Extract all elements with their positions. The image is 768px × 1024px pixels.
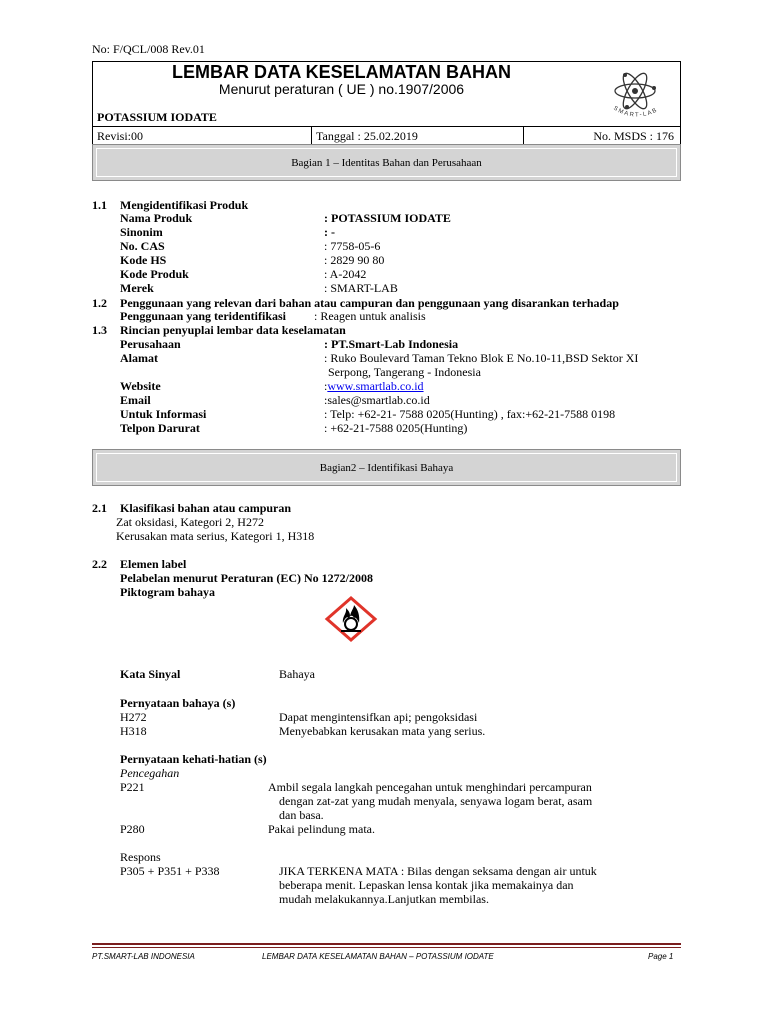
date: Tanggal : 25.02.2019 xyxy=(316,129,418,143)
revision-row xyxy=(93,126,680,146)
website-link[interactable]: www.smartlab.co.id xyxy=(327,379,424,393)
website-value: :www.smartlab.co.id xyxy=(324,379,424,393)
section-2-2-title: Elemen label xyxy=(120,557,187,571)
address-line-2: Serpong, Tangerang - Indonesia xyxy=(328,365,481,379)
field-value: : 7758-05-6 xyxy=(324,239,381,253)
signal-word-value: Bahaya xyxy=(279,667,315,681)
p221-text-line-2: dengan zat-zat yang mudah menyala, senyawa logam berat, asam xyxy=(279,794,593,808)
section-2-title: Bagian2 – Identifikasi Bahaya xyxy=(96,453,677,482)
section-2-1-number: 2.1 xyxy=(92,501,107,515)
document-subtitle: Menurut peraturan ( UE ) no.1907/2006 xyxy=(218,81,465,97)
p280-text: Pakai pelindung mata. xyxy=(268,822,375,836)
classification-line: Kerusakan mata serius, Kategori 1, H318 xyxy=(116,529,315,543)
email-value: :sales@smartlab.co.id xyxy=(324,393,430,407)
company-label: Perusahaan xyxy=(120,337,181,351)
identified-use-value: : Reagen untuk analisis xyxy=(314,309,426,323)
company-value: : PT.Smart-Lab Indonesia xyxy=(324,337,459,351)
field-label: No. CAS xyxy=(120,239,165,253)
labelling-regulation: Pelabelan menurut Peraturan (EC) No 1272/2008 xyxy=(120,571,373,585)
field-value: : POTASSIUM IODATE xyxy=(324,211,451,225)
prevention-label: Pencegahan xyxy=(120,766,180,780)
header-box xyxy=(92,61,681,147)
section-1-title: Bagian 1 – Identitas Bahan dan Perusahaan xyxy=(96,148,677,177)
section-1-3-title: Rincian penyuplai lembar data keselamatan xyxy=(120,323,346,337)
signal-word-label: Kata Sinyal xyxy=(120,667,181,681)
field-value: : SMART-LAB xyxy=(324,281,398,295)
field-label: Sinonim xyxy=(120,225,163,239)
product-name-title: POTASSIUM IODATE xyxy=(97,110,217,124)
section-2-header xyxy=(92,449,681,486)
p305-code: P305 + P351 + P338 xyxy=(120,864,220,878)
p280-code: P280 xyxy=(120,822,145,836)
section-1-2-title: Penggunaan yang relevan dari bahan atau campuran dan penggunaan yang disarankan terhadap xyxy=(120,296,619,310)
info-label: Untuk Informasi xyxy=(120,407,207,421)
website-label: Website xyxy=(120,379,161,393)
section-1-1-title: Mengidentifikasi Produk xyxy=(120,198,249,212)
classification-line: Zat oksidasi, Kategori 2, H272 xyxy=(116,515,264,529)
p305-text-line-3: mudah melakukannya.Lanjutkan membilas. xyxy=(279,892,489,906)
emergency-label: Telpon Darurat xyxy=(120,421,200,435)
section-1-2-number: 1.2 xyxy=(92,296,107,310)
footer-page-number: Page 1 xyxy=(648,952,674,961)
precautionary-statements-title: Pernyataan kehati-hatian (s) xyxy=(120,752,267,766)
address-label: Alamat xyxy=(120,351,158,365)
hazard-text: Dapat mengintensifkan api; pengoksidasi xyxy=(279,710,478,724)
field-label: Kode Produk xyxy=(120,267,189,281)
flame-over-circle-icon xyxy=(323,596,379,642)
section-2-1-title: Klasifikasi bahan atau campuran xyxy=(120,501,292,515)
field-label: Merek xyxy=(120,281,154,295)
email-label: Email xyxy=(120,393,151,407)
footer-rule xyxy=(92,947,681,948)
hazard-code: H318 xyxy=(120,724,147,738)
pictogram-label: Piktogram bahaya xyxy=(120,585,216,599)
p221-text-line-3: dan basa. xyxy=(279,808,324,822)
msds-number: No. MSDS : 176 xyxy=(593,129,674,143)
p305-text-line-1: JIKA TERKENA MATA : Bilas dengan seksama dengan air untuk xyxy=(279,864,597,878)
document-title: LEMBAR DATA KESELAMATAN BAHAN xyxy=(172,62,511,82)
footer-company: PT.SMART-LAB INDONESIA xyxy=(92,952,195,961)
field-value: : A-2042 xyxy=(324,267,367,281)
footer-rule xyxy=(92,943,681,945)
address-line-1: : Ruko Boulevard Taman Tekno Blok E No.10-11,BSD Sektor XI xyxy=(324,351,639,365)
footer-document: LEMBAR DATA KESELAMATAN BAHAN – POTASSIUM IODATE xyxy=(262,952,494,961)
emergency-value: : +62-21-7588 0205(Hunting) xyxy=(324,421,468,435)
logo-text: SMART-LAB xyxy=(612,105,660,119)
field-label: Nama Produk xyxy=(120,211,193,225)
identified-use-label: Penggunaan yang teridentifikasi xyxy=(120,309,287,323)
p221-code: P221 xyxy=(120,780,145,794)
section-1-1-number: 1.1 xyxy=(92,198,107,212)
svg-text:SMART-LAB xyxy=(612,105,659,118)
document-number: No: F/QCL/008 Rev.01 xyxy=(92,42,205,56)
field-value: : - xyxy=(324,225,335,239)
revision: Revisi:00 xyxy=(97,129,144,143)
section-1-3-number: 1.3 xyxy=(92,323,107,337)
section-1-header xyxy=(92,144,681,181)
section-2-2-number: 2.2 xyxy=(92,557,107,571)
p305-text-line-2: beberapa menit. Lepaskan lensa kontak jika memakainya dan xyxy=(279,878,574,892)
hazard-statements-title: Pernyataan bahaya (s) xyxy=(120,696,236,710)
field-value: : 2829 90 80 xyxy=(324,253,385,267)
p221-text-line-1: Ambil segala langkah pencegahan untuk menghindari percampuran xyxy=(268,780,592,794)
hazard-code: H272 xyxy=(120,710,147,724)
info-value: : Telp: +62-21- 7588 0205(Hunting) , fax:+62-21-7588 0198 xyxy=(324,407,616,421)
response-label: Respons xyxy=(120,850,161,864)
field-label: Kode HS xyxy=(120,253,167,267)
hazard-text: Menyebabkan kerusakan mata yang serius. xyxy=(279,724,486,738)
smart-lab-logo xyxy=(595,62,679,124)
